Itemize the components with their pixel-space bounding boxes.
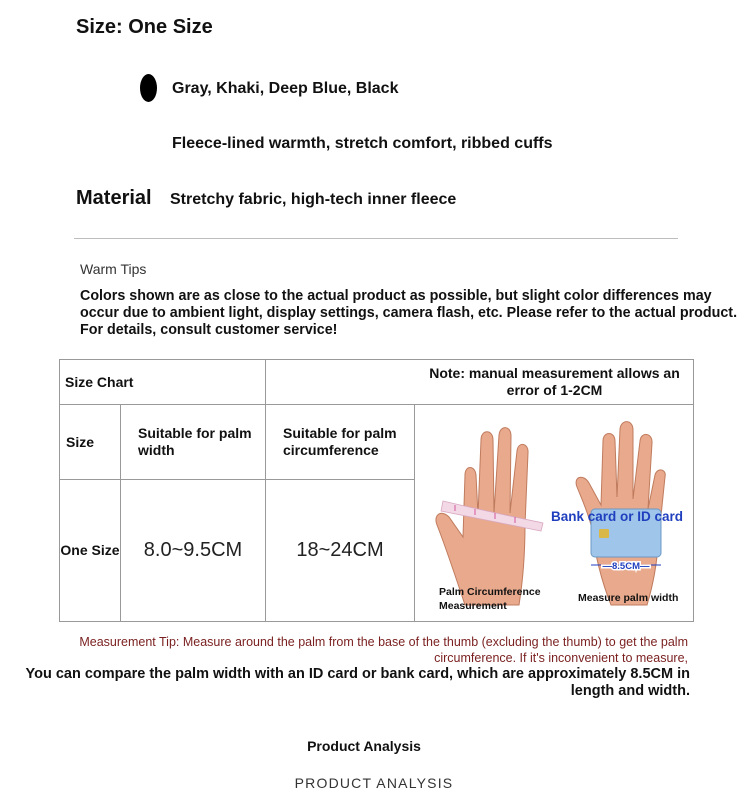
- card-width-label: —8.5CM—: [602, 561, 650, 572]
- card-label: Bank card or ID card: [550, 509, 684, 524]
- size-chart-title: Size Chart: [60, 360, 266, 405]
- row-palm-circumference: 18~24CM: [266, 480, 415, 622]
- header-palm-circumference: Suitable for palm circumference: [266, 405, 415, 480]
- product-analysis-title: Product Analysis: [307, 738, 421, 754]
- color-swatch-icon: [140, 74, 157, 102]
- left-hand-icon: [436, 428, 543, 605]
- measurement-note: Note: manual measurement allows an error of 1-2CM: [266, 360, 694, 405]
- size-line: Size: One Size: [76, 16, 213, 38]
- warm-tips-text: Colors shown are as close to the actual product as possible, but slight color differences may occur due to ambient light, display settings, camera flash, etc. Please refer to the actual product. For details, consult customer service!: [80, 288, 738, 338]
- caption-palm-circumference: Palm Circumference Measurement: [439, 586, 541, 612]
- header-size: Size: [60, 405, 121, 480]
- size-chart-table: [59, 359, 694, 622]
- caption-palm-width: Measure palm width: [578, 592, 679, 604]
- comparison-tip: You can compare the palm width with an ID card or bank card, which are approximately 8.5CM in length and width.: [25, 666, 690, 699]
- row-palm-width: 8.0~9.5CM: [121, 480, 266, 622]
- measurement-tip: Measurement Tip: Measure around the palm from the base of the thumb (excluding the thumb) to get the palm circumference. If it's inconvenient to measure,: [79, 635, 688, 665]
- warm-tips-title: Warm Tips: [80, 261, 147, 277]
- colors-text: Gray, Khaki, Deep Blue, Black: [172, 80, 399, 97]
- divider: [74, 238, 678, 239]
- product-analysis-subtitle: PRODUCT ANALYSIS: [294, 775, 454, 791]
- material-label: Material: [76, 187, 152, 209]
- features-text: Fleece-lined warmth, stretch comfort, ribbed cuffs: [172, 135, 553, 152]
- material-text: Stretchy fabric, high-tech inner fleece: [170, 191, 457, 208]
- measurement-illustration: [415, 405, 694, 622]
- header-palm-width: Suitable for palm width: [121, 405, 266, 480]
- row-size: One Size: [60, 480, 121, 622]
- hands-illustration: [415, 405, 693, 621]
